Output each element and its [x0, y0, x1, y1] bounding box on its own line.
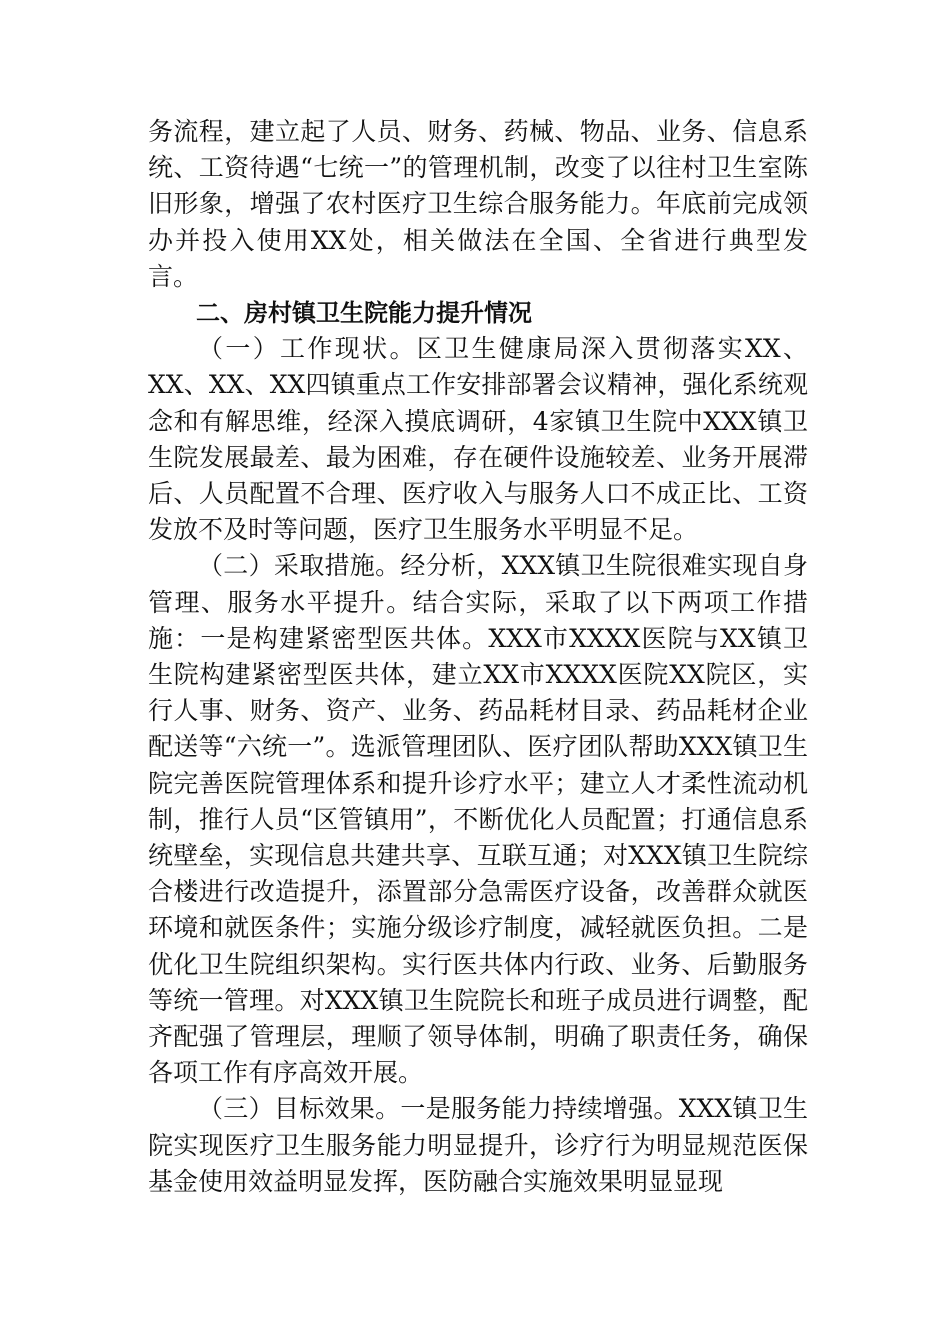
document-page [148, 114, 808, 1200]
continuation-paragraph: 务流程，建立起了人员、财务、药械、物品、业务、信息系统、工资待遇“七统一”的管理机制，改变了以往村卫生室陈旧形象，增强了农村医疗卫生综合服务能力。年底前完成领办并投入使用XX处，相关做法在全国、全省进行典型发言。 [148, 117, 808, 291]
section-paragraph-measures: （二）采取措施。经分析，XXX镇卫生院很难实现自身管理、服务水平提升。结合实际，采取了以下两项工作措施：一是构建紧密型医共体。XXX市XXXX医院与XX镇卫生院构建紧密型医共体，建立XX市XXXX医院XX院区，实行人事、财务、资产、业务、药品耗材目录、药品耗材企业配送等“六统一”。选派管理团队、医疗团队帮助XXX镇卫生院完善医院管理体系和提升诊疗水平；建立人才柔性流动机制，推行人员“区管镇用”，不断优化人员配置；打通信息系统壁垒，实现信息共建共享、互联互通；对XXX镇卫生院综合楼进行改造提升，添置部分急需医疗设备，改善群众就医环境和就医条件；实施分级诊疗制度，减轻就医负担。二是优化卫生院组织架构。实行医共体内行政、业务、后勤服务等统一管理。对XXX镇卫生院院长和班子成员进行调整，配齐配强了管理层，理顺了领导体制，明确了职责任务，确保各项工作有序高效开展。 [148, 551, 808, 1088]
section-paragraph-results: （三）目标效果。一是服务能力持续增强。XXX镇卫生院实现医疗卫生服务能力明显提升，诊疗行为明显规范医保基金使用效益明显发挥，医防融合实施效果明显显现 [148, 1094, 808, 1196]
section-heading: 二、房村镇卫生院能力提升情况 [196, 299, 532, 328]
section-paragraph-current-status: （一）工作现状。区卫生健康局深入贯彻落实XX、XX、XX、XX四镇重点工作安排部署会议精神，强化系统观念和有解思维，经深入摸底调研，4家镇卫生院中XXX镇卫生院发展最差、最为困难，存在硬件设施较差、业务开展滞后、人员配置不合理、医疗收入与服务人口不成正比、工资发放不及时等问题，医疗卫生服务水平明显不足。 [148, 334, 808, 545]
